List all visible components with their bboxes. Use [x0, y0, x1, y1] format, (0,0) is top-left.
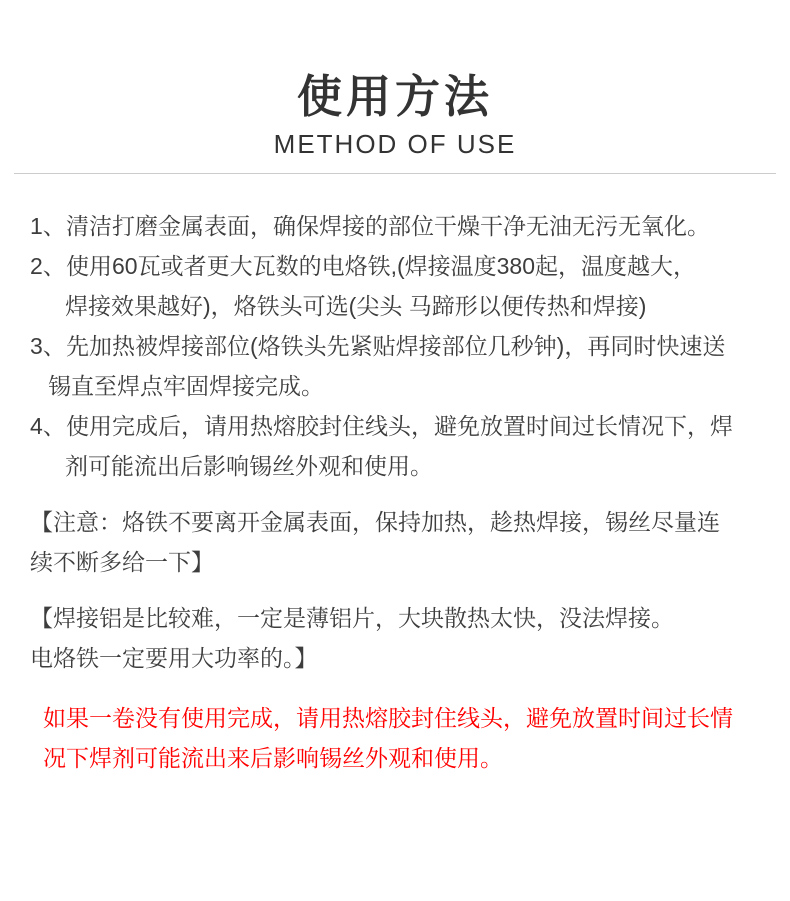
page-subtitle: METHOD OF USE — [273, 129, 517, 159]
item-text: 清洁打磨金属表面，确保焊接的部位干燥干净无油无污无氧化。 — [66, 213, 710, 239]
instruction-item-4 — [30, 406, 770, 486]
page-header — [0, 0, 790, 159]
item-text: 使用完成后，请用热熔胶封住线头，避免放置时间过长情况下，焊 — [66, 413, 733, 439]
item-text: 使用60瓦或者更大瓦数的电烙铁,(焊接温度380起，温度越大， — [66, 253, 697, 279]
note-line: 电烙铁一定要用大功率的。】 — [30, 645, 318, 671]
item-number: 4、 — [30, 413, 66, 439]
page-title: 使用方法 — [296, 71, 493, 122]
instruction-item-1 — [30, 206, 770, 246]
warning-text — [30, 698, 770, 778]
instruction-line — [30, 326, 770, 366]
note-line: 【注意：烙铁不要离开金属表面，保持加热，趁热焊接，锡丝尽量连 — [30, 509, 720, 535]
instruction-line: 剂可能流出后影响锡丝外观和使用。 — [65, 453, 433, 479]
instruction-line — [30, 406, 770, 446]
item-number: 1、 — [30, 213, 66, 239]
note-attention — [30, 502, 770, 582]
instruction-item-2 — [30, 246, 770, 326]
note-line: 续不断多给一下】 — [30, 549, 214, 575]
note-line: 【焊接铝是比较难，一定是薄铝片，大块散热太快，没法焊接。 — [30, 605, 674, 631]
warning-line: 如果一卷没有使用完成，请用热熔胶封住线头，避免放置时间过长情 — [43, 705, 733, 731]
note-aluminum — [30, 598, 770, 678]
instruction-line: 锡直至焊点牢固焊接完成。 — [48, 373, 324, 399]
instruction-line: 焊接效果越好)，烙铁头可选(尖头 马蹄形以便传热和焊接) — [65, 293, 647, 319]
item-text: 先加热被焊接部位(烙铁头先紧贴焊接部位几秒钟)，再同时快速送 — [66, 333, 726, 359]
instruction-line — [30, 206, 770, 246]
instruction-item-3 — [30, 326, 770, 406]
item-number: 2、 — [30, 253, 66, 279]
item-number: 3、 — [30, 333, 66, 359]
warning-line: 况下焊剂可能流出来后影响锡丝外观和使用。 — [43, 745, 503, 771]
instructions-content — [0, 174, 790, 778]
instruction-line — [30, 246, 770, 286]
